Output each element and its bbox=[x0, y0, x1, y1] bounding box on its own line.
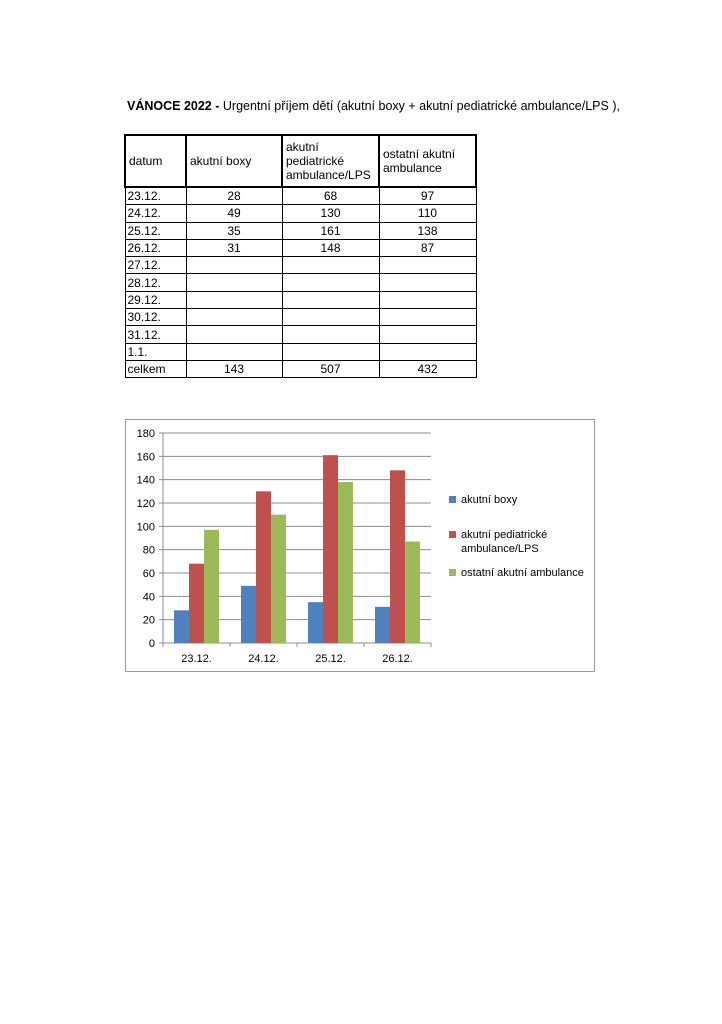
header-ostatni-akutni: ostatní akutní ambulance bbox=[379, 135, 476, 187]
row-date-cell: 27.12. bbox=[125, 257, 186, 274]
bar-1-1 bbox=[256, 491, 271, 643]
x-tick-label: 25.12. bbox=[315, 653, 346, 665]
row-value-cell bbox=[379, 291, 476, 308]
title-rest: Urgentní příjem dětí (akutní boxy + akutní pediatrické ambulance/LPS ), bbox=[219, 99, 620, 113]
y-tick-label: 40 bbox=[142, 591, 155, 604]
legend-label: ostatní akutní ambulance bbox=[461, 567, 584, 579]
total-value-cell: 432 bbox=[379, 360, 476, 377]
y-tick-label: 0 bbox=[148, 638, 155, 650]
row-value-cell bbox=[186, 291, 282, 308]
header-akutni-boxy: akutní boxy bbox=[186, 135, 282, 187]
table-row bbox=[125, 257, 476, 274]
row-value-cell bbox=[379, 257, 476, 274]
bar-1-2 bbox=[323, 455, 338, 643]
table-row bbox=[125, 187, 476, 205]
bar-0-0 bbox=[174, 610, 189, 643]
row-value-cell bbox=[186, 309, 282, 326]
row-date-cell: 1.1. bbox=[125, 343, 186, 360]
row-value-cell: 161 bbox=[282, 222, 379, 239]
total-value-cell: 507 bbox=[282, 360, 379, 377]
x-tick-label: 23.12. bbox=[181, 653, 212, 665]
bar-0-1 bbox=[241, 586, 256, 643]
bar-0-2 bbox=[308, 602, 323, 643]
row-value-cell: 35 bbox=[186, 222, 282, 239]
x-tick-label: 24.12. bbox=[248, 653, 279, 665]
y-tick-label: 80 bbox=[142, 544, 155, 557]
row-date-cell: 30.12. bbox=[125, 309, 186, 326]
row-value-cell bbox=[186, 274, 282, 291]
row-date-cell: 26.12. bbox=[125, 239, 186, 256]
row-value-cell: 87 bbox=[379, 239, 476, 256]
y-tick-label: 160 bbox=[136, 451, 155, 464]
data-table bbox=[124, 134, 477, 378]
table-row bbox=[125, 326, 476, 343]
table-row bbox=[125, 291, 476, 308]
table-row bbox=[125, 274, 476, 291]
title-bold: VÁNOCE 2022 - bbox=[127, 99, 220, 113]
row-date-cell: 23.12. bbox=[125, 187, 186, 205]
y-tick-label: 100 bbox=[136, 521, 155, 534]
chart-area bbox=[125, 419, 595, 672]
row-value-cell bbox=[186, 343, 282, 360]
row-value-cell: 138 bbox=[379, 222, 476, 239]
row-value-cell bbox=[282, 274, 379, 291]
legend-swatch-2 bbox=[449, 569, 456, 576]
row-date-cell: 24.12. bbox=[125, 205, 186, 222]
row-value-cell bbox=[379, 309, 476, 326]
row-value-cell bbox=[282, 291, 379, 308]
row-value-cell bbox=[282, 257, 379, 274]
header-akutni-pediatricke: akutní pediatrické ambulance/LPS bbox=[282, 135, 379, 187]
row-date-cell: 29.12. bbox=[125, 291, 186, 308]
bar-2-3 bbox=[405, 542, 420, 644]
row-value-cell: 28 bbox=[186, 187, 282, 205]
table-row bbox=[125, 205, 476, 222]
row-value-cell: 97 bbox=[379, 187, 476, 205]
bar-2-2 bbox=[338, 482, 353, 643]
legend-label: akutní pediatrické bbox=[461, 529, 548, 541]
row-value-cell: 31 bbox=[186, 239, 282, 256]
legend-label: akutní boxy bbox=[461, 494, 518, 506]
row-value-cell bbox=[186, 257, 282, 274]
table-row bbox=[125, 222, 476, 239]
row-date-cell: 28.12. bbox=[125, 274, 186, 291]
legend-swatch-0 bbox=[449, 496, 456, 503]
total-value-cell: 143 bbox=[186, 360, 282, 377]
row-date-cell: 31.12. bbox=[125, 326, 186, 343]
table-row bbox=[125, 309, 476, 326]
legend-label: ambulance/LPS bbox=[461, 543, 539, 555]
bar-1-3 bbox=[390, 470, 405, 643]
y-tick-label: 120 bbox=[136, 498, 155, 510]
row-value-cell: 110 bbox=[379, 205, 476, 222]
bar-chart bbox=[126, 420, 596, 673]
y-tick-label: 180 bbox=[136, 428, 155, 440]
legend-swatch-1 bbox=[449, 531, 456, 538]
row-value-cell: 68 bbox=[282, 187, 379, 205]
row-value-cell bbox=[282, 309, 379, 326]
bar-2-1 bbox=[271, 515, 286, 643]
table-row bbox=[125, 239, 476, 256]
header-datum: datum bbox=[125, 135, 186, 187]
row-value-cell bbox=[186, 326, 282, 343]
bar-2-0 bbox=[204, 530, 219, 643]
row-value-cell: 148 bbox=[282, 239, 379, 256]
table-header-row bbox=[125, 135, 476, 187]
y-tick-label: 20 bbox=[142, 614, 155, 627]
row-value-cell bbox=[282, 343, 379, 360]
table-total-row bbox=[125, 360, 476, 377]
y-tick-label: 60 bbox=[142, 568, 155, 580]
row-value-cell: 49 bbox=[186, 205, 282, 222]
row-value-cell: 130 bbox=[282, 205, 379, 222]
row-value-cell bbox=[379, 274, 476, 291]
row-value-cell bbox=[379, 343, 476, 360]
x-tick-label: 26.12. bbox=[382, 653, 413, 665]
y-tick-label: 140 bbox=[136, 474, 155, 487]
table-row bbox=[125, 343, 476, 360]
document-title bbox=[127, 99, 620, 113]
total-label-cell: celkem bbox=[125, 360, 186, 377]
bar-0-3 bbox=[375, 607, 390, 643]
row-value-cell bbox=[282, 326, 379, 343]
bar-1-0 bbox=[189, 564, 204, 643]
table-body bbox=[125, 187, 476, 378]
row-value-cell bbox=[379, 326, 476, 343]
row-date-cell: 25.12. bbox=[125, 222, 186, 239]
